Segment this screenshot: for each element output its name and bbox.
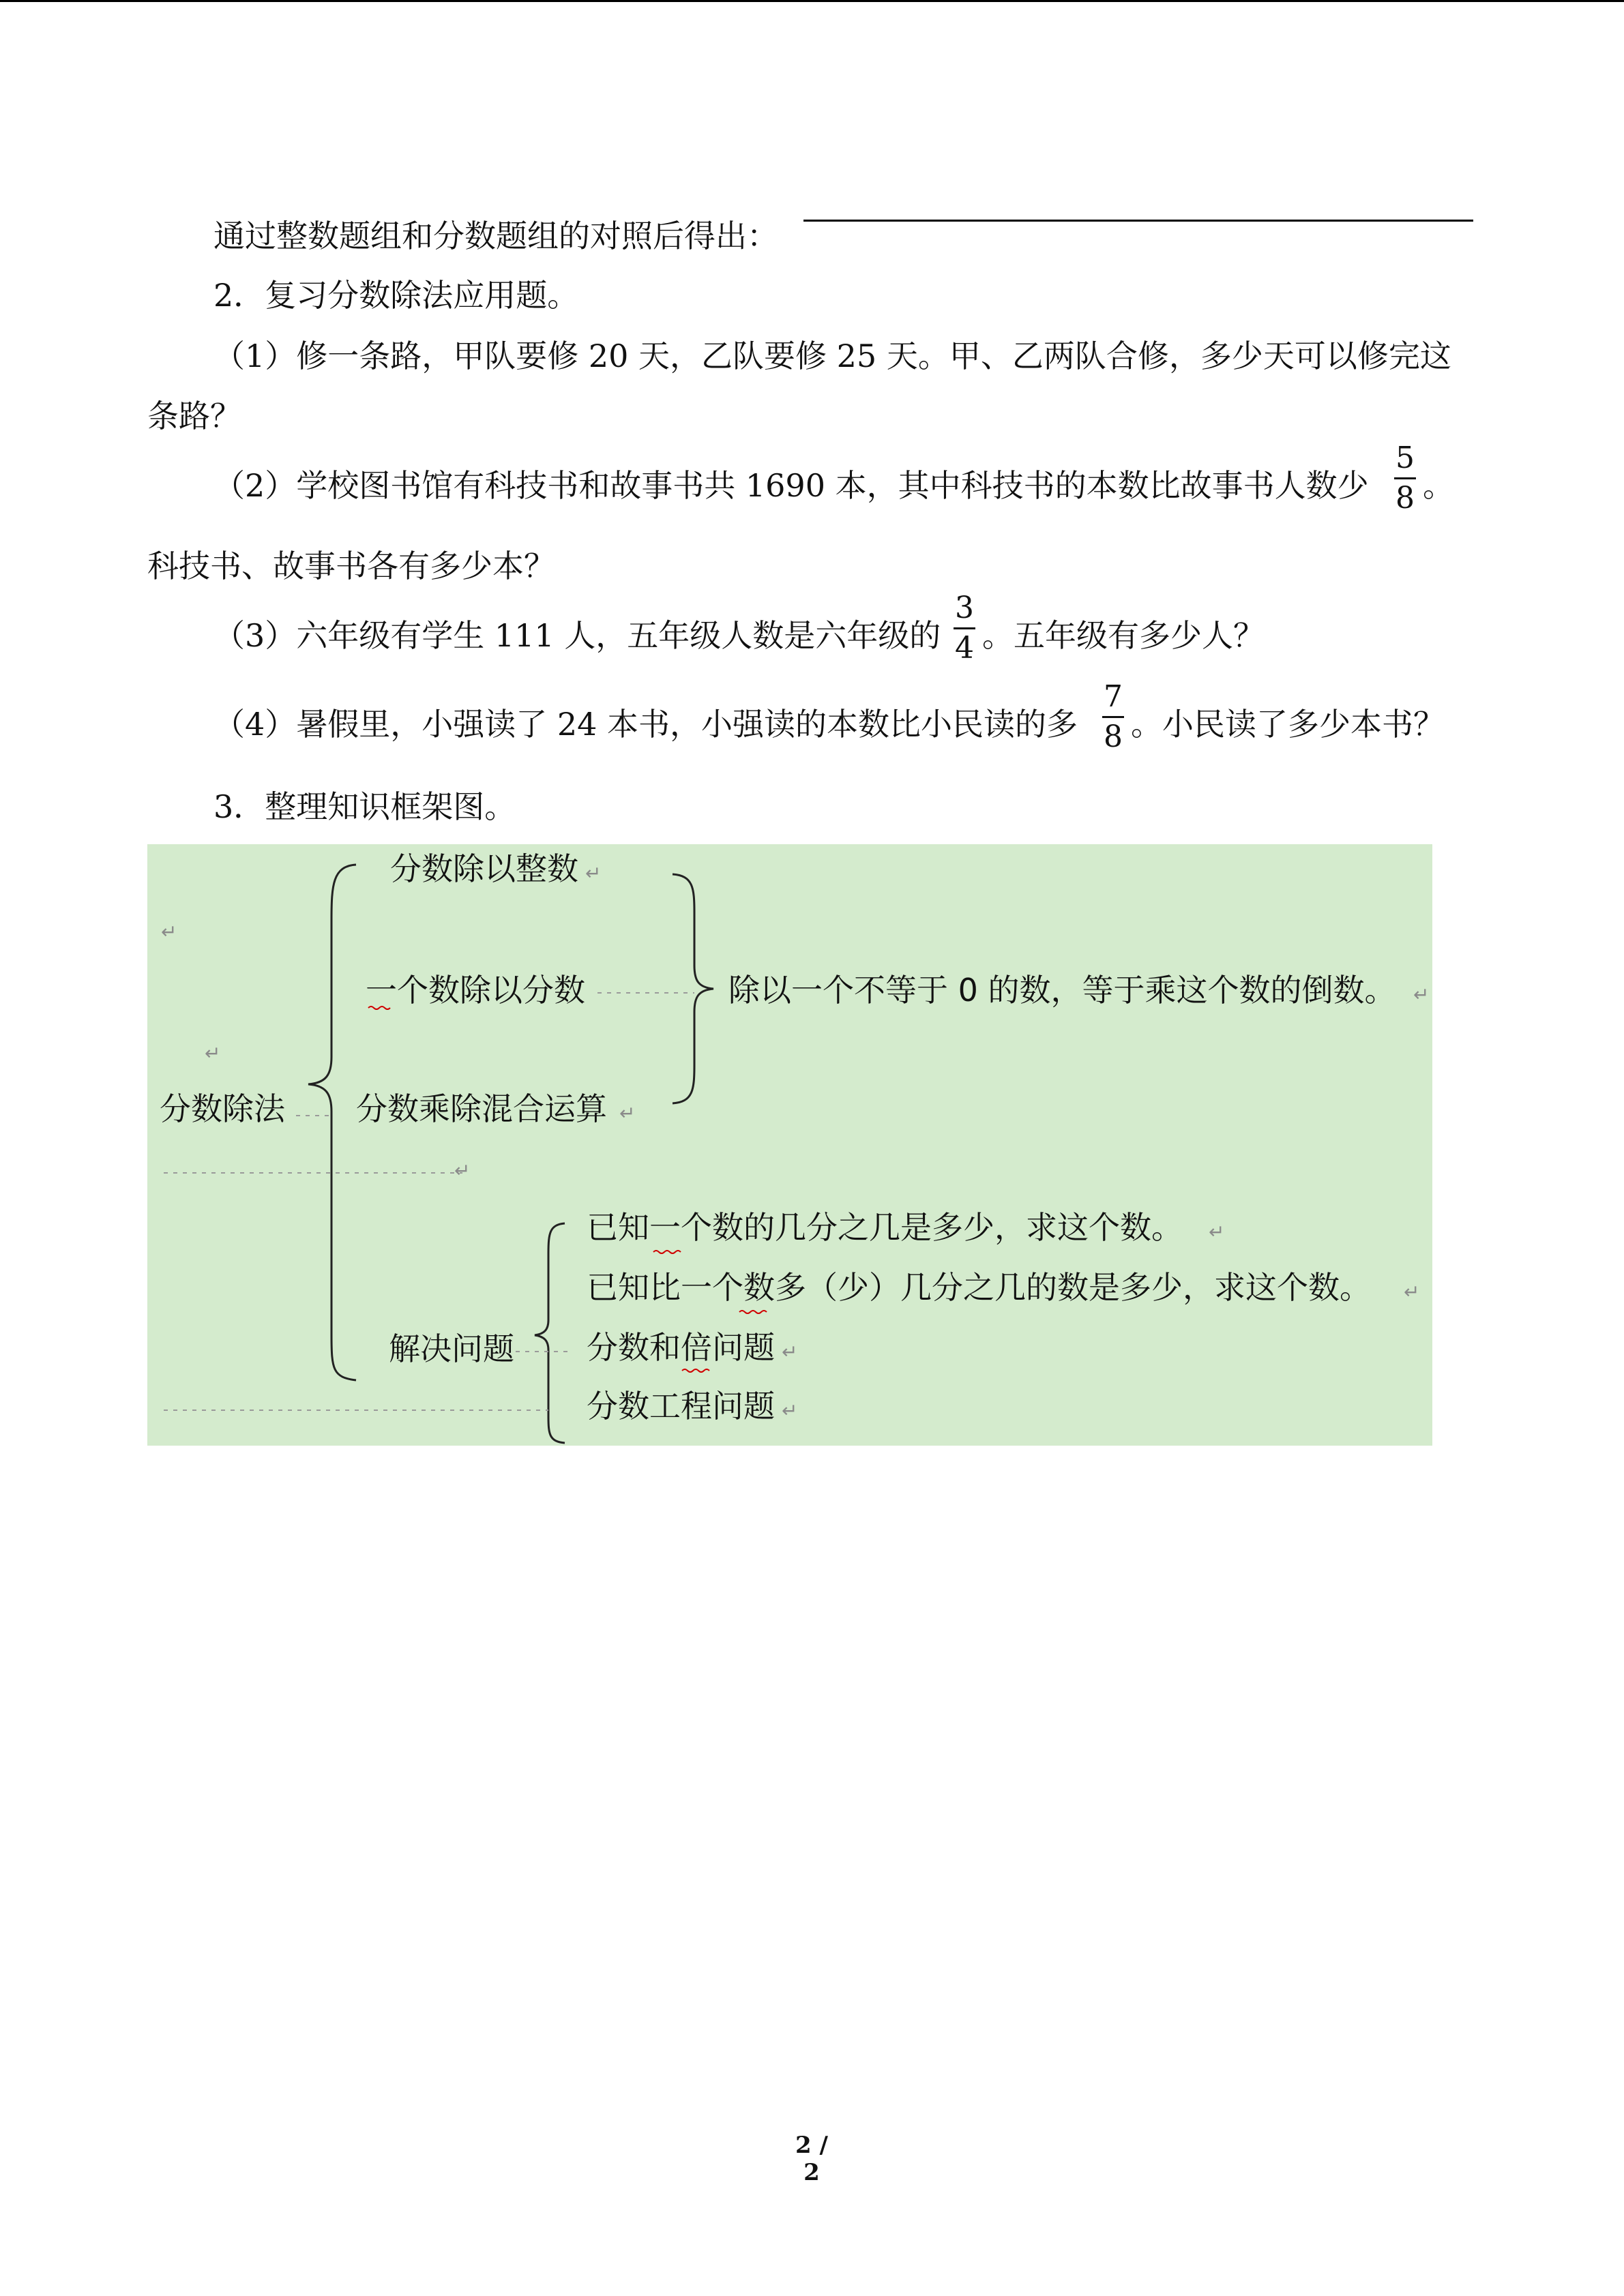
paragraph-mark-icon: ↵ <box>585 862 602 884</box>
page-top-border <box>0 0 1624 2</box>
spellcheck-underline <box>682 1369 709 1372</box>
paragraph-mark-icon: ↵ <box>161 921 177 943</box>
question-3-fraction <box>951 592 978 665</box>
problem-type-4: 分数工程问题 <box>587 1388 775 1425</box>
spellcheck-underline <box>653 1251 681 1253</box>
intro-label: 通过整数题组和分数题组的对照后得出： <box>213 218 778 254</box>
rule-right-brace <box>673 874 713 1103</box>
question-1-line-2: 条路？ <box>147 398 241 434</box>
page-number: 2 / 2 <box>795 2132 828 2186</box>
fraction-numerator: 5 <box>1396 441 1415 475</box>
paragraph-mark-icon: ↵ <box>205 1042 221 1064</box>
knowledge-framework-diagram <box>147 844 1432 1446</box>
question-3-end: 。五年级有多少人？ <box>982 617 1265 654</box>
problem-type-1: 已知一个数的几分之几是多少，求这个数。 <box>587 1209 1183 1246</box>
branch-divide-by-integer: 分数除以整数 <box>390 850 578 887</box>
fraction-denominator: 4 <box>955 631 974 666</box>
question-4-text: （4）暑假里，小强读了 24 本书，小强读的本数比小民读的多 <box>213 706 1078 743</box>
fraction-numerator: 7 <box>1104 679 1123 714</box>
paragraph-mark-icon: ↵ <box>619 1102 636 1124</box>
fraction-bar <box>1394 477 1416 479</box>
branch-divide-by-fraction: 一个数除以分数 <box>366 972 585 1009</box>
answer-blank[interactable] <box>803 220 1473 222</box>
problem-type-3: 分数和倍问题 <box>587 1329 775 1366</box>
fraction-denominator: 8 <box>1104 719 1123 754</box>
reciprocal-rule: 除以一个不等于 0 的数，等于乘这个数的倒数。 <box>728 972 1396 1009</box>
question-2-line-1: （2）学校图书馆有科技书和故事书共 1690 本，其中科技书的本数比故事书人数少 <box>213 467 1369 504</box>
root-fraction-division: 分数除法 <box>160 1090 285 1127</box>
branch-problem-solving: 解决问题 <box>389 1330 514 1367</box>
paragraph-mark-icon: ↵ <box>782 1341 798 1363</box>
fraction-numerator: 3 <box>955 591 974 625</box>
paragraph-mark-icon: ↵ <box>1209 1221 1225 1243</box>
question-1-line-1: （1）修一条路，甲队要修 20 天，乙队要修 25 天。甲、乙两队合修，多少天可以修完这 <box>213 338 1451 374</box>
section-2-heading: 2．复习分数除法应用题。 <box>213 277 579 314</box>
fraction-bar <box>954 627 975 629</box>
question-3-text: （3）六年级有学生 111 人，五年级人数是六年级的 <box>213 617 941 654</box>
question-2-line-2: 科技书、故事书各有多少本？ <box>147 548 555 584</box>
spellcheck-underline <box>739 1311 767 1313</box>
fraction-denominator: 8 <box>1396 481 1415 516</box>
main-left-brace <box>308 865 356 1380</box>
paragraph-mark-icon: ↵ <box>454 1159 471 1182</box>
branch-mixed-operations: 分数乘除混合运算 <box>356 1090 607 1127</box>
paragraph-mark-icon: ↵ <box>1404 1281 1420 1303</box>
paragraph-mark-icon: ↵ <box>782 1399 798 1422</box>
section-3-heading: 3．整理知识框架图。 <box>213 788 516 825</box>
fraction-bar <box>1102 716 1124 718</box>
question-4-fraction <box>1099 681 1127 754</box>
problem-type-2: 已知比一个数多（少）几分之几的数是多少，求这个数。 <box>587 1269 1371 1306</box>
question-2-end: 。 <box>1423 467 1454 504</box>
question-4-end: 。小民读了多少本书？ <box>1131 706 1445 743</box>
paragraph-mark-icon: ↵ <box>1413 983 1430 1006</box>
question-2-fraction <box>1391 442 1419 515</box>
